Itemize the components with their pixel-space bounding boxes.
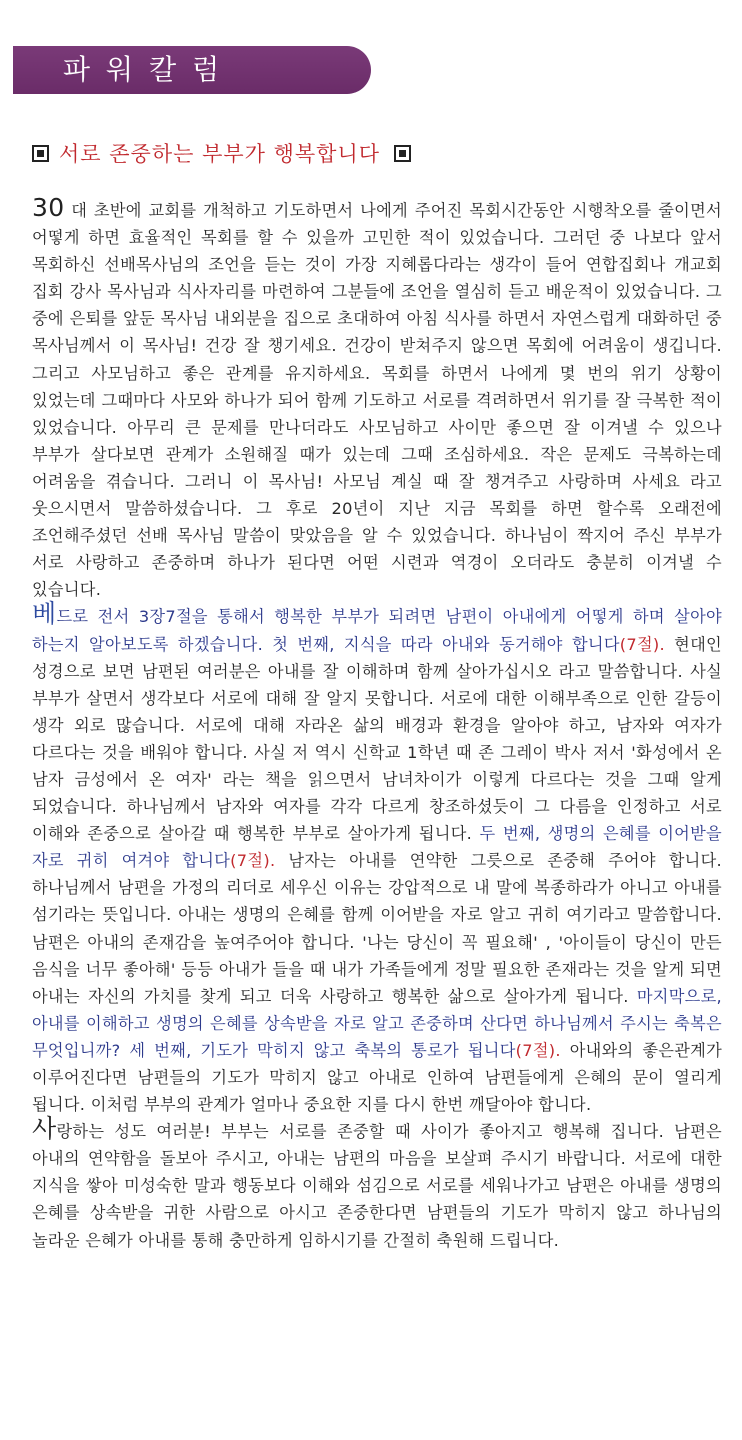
paragraph-text: 아내와의 좋은관계가 이루어진다면 남편들의 기도가 막히지 않고 아내로 인하여 남편들에게 은혜의 문이 열리게 됩니다. 이처럼 부부의 관계가 얼마나 중요한 지를 다시 한번 깨달아야 합니다.: [32, 1040, 723, 1115]
article-body: [32, 193, 723, 1254]
paragraph-text: 현대인 성경으로 보면 남편된 여러분은 아내를 잘 이해하며 함께 살아가십시오 라고 말씀합니다. 사실 부부가 살면서 생각보다 서로에 대해 잘 알지 못합니다. 서로에 대한 이해부족으로 인한 갈등이 생각 외로 많습니다. 서로에 대해 자라온 삶의 배경과 환경을 알아야 하고, 남자와 여자가 다르다는 것을 배워야 합니다. 사실 저 역시 신학교 1학년 때 존 그레이 박사 저서 '화성에서 온 남자 금성에서 온 여자' 라는 책을 읽으면서 남녀차이가 이렇게 다르다는 것을 그때 알게 되었습니다. 하나님께서 남자와 여자를 각각 다르게 창조하셨듯이 그 다름을 인정하고 서로 이해와 존중으로 살아갈 때 행복한 부부로 살아가게 됩니다.: [32, 634, 722, 844]
verse-reference: (7절).: [515, 1040, 561, 1060]
verse-reference: (7절).: [619, 634, 665, 654]
paragraph-text: 대 초반에 교회를 개척하고 기도하면서 나에게 주어진 목회시간동안 시행착오를 줄이면서 어떻게 하면 효율적인 목회를 할 수 있을까 고민한 적이 있었습니다. 그러던 중 나보다 앞서 목회하신 선배목사님의 조언을 듣는 것이 가장 지혜롭다라는 생각이 들어 연합집회나 개교회 집회 강사 목사님과 식사자리를 마련하여 그분들에 조언을 열심히 듣고 배운적이 있었습니다. 그 중에 은퇴를 앞둔 목사님 내외분을 집으로 초대하여 아침 식사를 하면서 자연스럽게 대화하던 중 목사님께서 이 목사님! 건강 잘 챙기세요. 건강이 받쳐주지 않으면 목회에 어려움이 생깁니다. 그리고 사모님하고 좋은 관계를 유지하세요. 목회를 하면서 나에게 몇 번의 위기 상황이 있었는데 그때마다 사모와 하나가 되어 함께 기도하고 서로를 격려하면서 위기를 잘 극복한 적이 있었습니다. 아무리 큰 문제를 만나더라도 사모님하고 사이만 좋으면 잘 이겨낼 수 있으나 부부가 살다보면 관계가 소원해질 때가 있는데 그때 조심하세요. 작은 문제도 극복하는데 어려움을 겪습니다. 그러니 이 목사님! 사모님 계실 때 잘 챙겨주고 사랑하며 사세요 라고 웃으시면서 말씀하셨습니다. 그 후로 20년이 지난 지금 목회를 하면 할수록 오래전에 조언해주셨던 선배 목사님 말씀이 맞았음을 알 수 있었습니다. 하나님이 짝지어 주신 부부가 서로 사랑하고 존중하며 하나가 된다면 어떤 시련과 역경이 오더라도 충분히 이겨낼 수 있습니다.: [32, 201, 722, 600]
square-bullet-icon: [32, 145, 49, 162]
banner-title: 파워칼럼: [63, 53, 236, 86]
dropcap: 사: [32, 1114, 57, 1144]
paragraph-2: [32, 599, 723, 1118]
highlight-text: 마지막으로, 아내를 이해하고 생명의 은혜를 상속받을 자로 알고 존중하며 산다면 하나님께서 주시는 축복은 무엇입니까? 세 번째, 기도가 막히지 않고 축복의 통로가 됩니다: [32, 986, 722, 1060]
highlight-text: 드로 전서 3장7절을 통해서 행복한 부부가 되려면 남편이 아내에게 어떻게 하며 살아야 하는지 알아보도록 하겠습니다. 첫 번째, 지식을 따라 아내와 동거해야 합니다: [32, 607, 722, 654]
column-banner: [13, 46, 371, 94]
paragraph-text: 랑하는 성도 여러분! 부부는 서로를 존중할 때 사이가 좋아지고 행복해 집니다. 남편은 아내의 연약함을 돌보아 주시고, 아내는 남편의 마음을 보살펴 주시기 바랍니다. 서로에 대한 지식을 쌓아 미성숙한 말과 행동보다 이해와 섬김으로 서로를 세워나가고 남편은 아내를 생명의 은혜를 상속받을 귀한 사람으로 아시고 존중한다면 남편들의 기도가 막히지 않고 하나님의 놀라운 은혜가 아내를 통해 충만하게 임하시기를 간절히 축원해 드립니다.: [32, 1122, 722, 1250]
dropcap: 베: [32, 599, 57, 629]
highlight-text: 두 번째, 생명의 은혜를 이어받을 자로 귀히 여겨야 합니다: [32, 824, 722, 871]
verse-reference: (7절).: [230, 851, 276, 871]
paragraph-text: 남자는 아내를 연약한 그릇으로 존중해 주어야 합니다. 하나님께서 남편을 가정의 리더로 세우신 이유는 강압적으로 내 말에 복종하라가 아니고 아내를 섬기라는 뜻입니다. 아내는 생명의 은혜를 함께 이어받을 자로 알고 귀히 여기라고 말씀합니다. 남편은 아내의 존재감을 높여주어야 합니다. '나는 당신이 꼭 필요해' , '아이들이 당신이 만든 음식을 너무 좋아해' 등등 아내가 들을 때 내가 가족들에게 정말 필요한 존재라는 것을 알게 되면 아내는 자신의 가치를 찾게 되고 더욱 사랑하고 행복한 삶으로 살아가게 됩니다.: [32, 851, 722, 1006]
square-bullet-icon: [394, 145, 411, 162]
article-title: 서로 존중하는 부부가 행복합니다: [59, 142, 381, 166]
paragraph-3: [32, 1114, 722, 1253]
article-title-row: [32, 136, 411, 170]
dropcap: 30: [32, 193, 65, 222]
paragraph-1: [32, 193, 722, 603]
